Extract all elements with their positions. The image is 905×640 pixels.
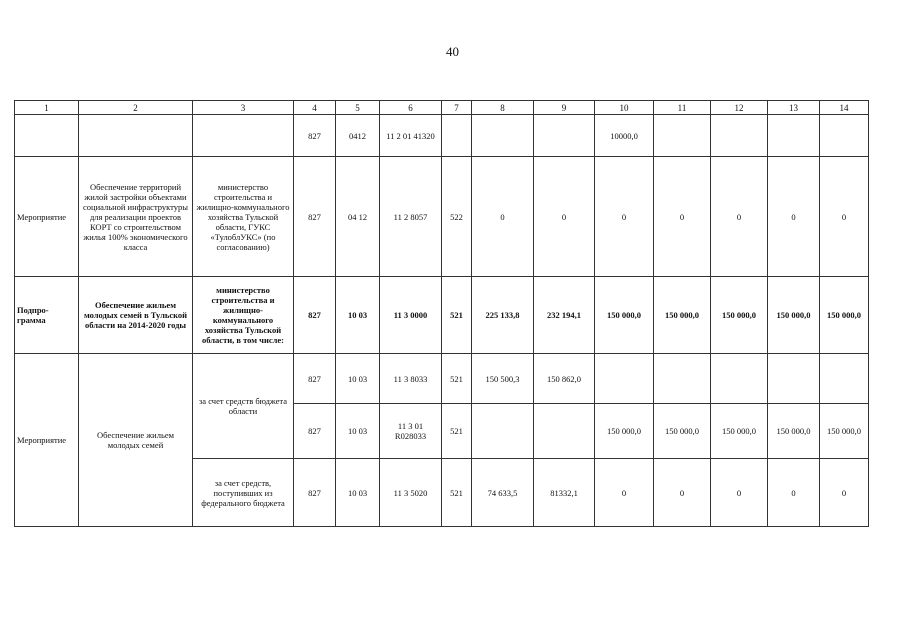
table-cell: 0	[768, 157, 820, 277]
table-cell: 10 03	[336, 459, 380, 527]
table-cell: 150 000,0	[820, 277, 869, 354]
table-cell	[820, 354, 869, 404]
header-cell: 7	[442, 101, 472, 115]
table-cell: 150 862,0	[534, 354, 595, 404]
table-cell: 11 3 8033	[380, 354, 442, 404]
row-type-cell: Мероприятие	[15, 354, 79, 527]
header-cell: 4	[294, 101, 336, 115]
table-cell	[472, 404, 534, 459]
table-cell	[15, 115, 79, 157]
table-cell: 150 000,0	[595, 277, 654, 354]
table-cell: 521	[442, 354, 472, 404]
table-cell: 11 3 01 R028033	[380, 404, 442, 459]
table-cell	[711, 354, 768, 404]
table-cell	[768, 115, 820, 157]
table-cell: 150 000,0	[595, 404, 654, 459]
executor-cell: за счет средств бюджета области	[193, 354, 294, 459]
table-cell: 150 000,0	[820, 404, 869, 459]
table-cell: 74 633,5	[472, 459, 534, 527]
table-cell: 0	[711, 157, 768, 277]
table-cell: 10 03	[336, 354, 380, 404]
description-cell: Обеспечение жильем молодых семей в Тульской области на 2014-2020 годы	[79, 277, 193, 354]
table-cell: 521	[442, 459, 472, 527]
table-cell	[654, 354, 711, 404]
header-cell: 10	[595, 101, 654, 115]
header-cell: 3	[193, 101, 294, 115]
table-cell: 0	[654, 157, 711, 277]
table-cell: 0	[654, 459, 711, 527]
table-cell: 521	[442, 277, 472, 354]
table-cell: 150 000,0	[654, 277, 711, 354]
header-cell: 2	[79, 101, 193, 115]
table-cell: 827	[294, 277, 336, 354]
table-cell	[768, 354, 820, 404]
table-cell: 150 000,0	[654, 404, 711, 459]
table-cell	[595, 354, 654, 404]
table-cell: 150 000,0	[711, 277, 768, 354]
table-cell: 0	[595, 459, 654, 527]
table-cell: 225 133,8	[472, 277, 534, 354]
header-row	[15, 101, 869, 115]
table-cell: 521	[442, 404, 472, 459]
table-cell: 0	[820, 157, 869, 277]
table-row	[15, 354, 869, 404]
table-cell: 150 000,0	[711, 404, 768, 459]
table-cell: 04 12	[336, 157, 380, 277]
table-cell: 232 194,1	[534, 277, 595, 354]
table-cell	[711, 115, 768, 157]
table-cell	[820, 115, 869, 157]
description-cell: Обеспечение территорий жилой застройки объектами социальной инфраструктуры для реализации проектов КОРТ со строительством жилья 100% экономического класса	[79, 157, 193, 277]
executor-cell: министерство строительства и жилищно-коммунального хозяйства Тульской области, ГУКС «ТулоблУКС» (по согласованию)	[193, 157, 294, 277]
table-cell: 827	[294, 459, 336, 527]
table-cell: 10 03	[336, 277, 380, 354]
header-cell: 13	[768, 101, 820, 115]
table-cell: 827	[294, 404, 336, 459]
table-cell	[534, 115, 595, 157]
table-cell: 150 000,0	[768, 404, 820, 459]
table-cell: 11 2 01 41320	[380, 115, 442, 157]
table-cell: 827	[294, 157, 336, 277]
description-cell: Обеспечение жильем молодых семей	[79, 354, 193, 527]
row-type-cell: Подпро-грамма	[15, 277, 79, 354]
table-cell: 0	[534, 157, 595, 277]
header-cell: 11	[654, 101, 711, 115]
header-cell: 12	[711, 101, 768, 115]
header-cell: 1	[15, 101, 79, 115]
executor-cell: за счет средств, поступивших из федерального бюджета	[193, 459, 294, 527]
table-cell: 150 500,3	[472, 354, 534, 404]
table-cell: 0	[711, 459, 768, 527]
table-cell: 11 3 5020	[380, 459, 442, 527]
table-cell	[654, 115, 711, 157]
budget-table	[14, 100, 869, 527]
table-row	[15, 277, 869, 354]
row-type-cell: Мероприятие	[15, 157, 79, 277]
table-cell: 0	[595, 157, 654, 277]
table-cell: 0	[472, 157, 534, 277]
table-cell	[79, 115, 193, 157]
table-cell: 827	[294, 354, 336, 404]
table-cell: 0412	[336, 115, 380, 157]
table-cell: 0	[768, 459, 820, 527]
table-cell	[442, 115, 472, 157]
table-cell: 11 2 8057	[380, 157, 442, 277]
table-cell: 10000,0	[595, 115, 654, 157]
header-cell: 5	[336, 101, 380, 115]
table-cell: 10 03	[336, 404, 380, 459]
table-row	[15, 157, 869, 277]
table-cell: 827	[294, 115, 336, 157]
table-cell	[534, 404, 595, 459]
table-cell: 0	[820, 459, 869, 527]
table-cell: 11 3 0000	[380, 277, 442, 354]
page-number: 40	[446, 44, 459, 59]
table-row	[15, 115, 869, 157]
table-cell: 150 000,0	[768, 277, 820, 354]
table-cell	[193, 115, 294, 157]
table-cell: 81332,1	[534, 459, 595, 527]
header-cell: 6	[380, 101, 442, 115]
header-cell: 9	[534, 101, 595, 115]
table-cell	[472, 115, 534, 157]
table-cell: 522	[442, 157, 472, 277]
header-cell: 8	[472, 101, 534, 115]
header-cell: 14	[820, 101, 869, 115]
executor-cell: министерство строительства и жилищно-коммунального хозяйства Тульской области, в том числе:	[193, 277, 294, 354]
